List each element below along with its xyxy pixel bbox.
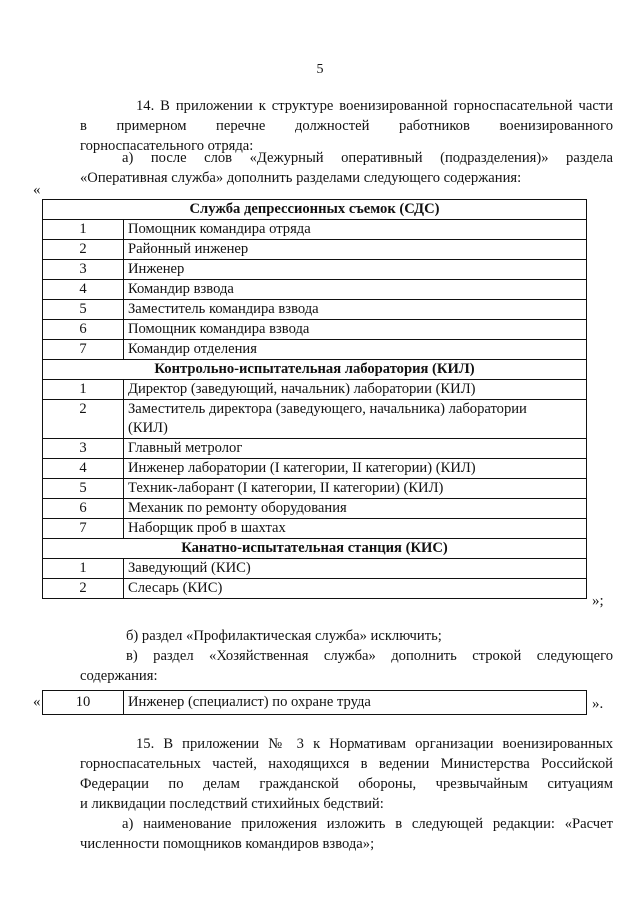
- paragraph-line: б) раздел «Профилактическая служба» исключить;: [126, 628, 442, 644]
- paragraph-14b: [80, 626, 613, 646]
- row-text: Инженер лаборатории (I категории, II категории) (КИЛ): [128, 460, 476, 476]
- table-row: [43, 459, 586, 479]
- row-text: Наборщик проб в шахтах: [128, 520, 286, 536]
- table-row: [43, 320, 586, 340]
- table-row: [43, 240, 586, 260]
- row-text: Директор (заведующий, начальник) лаборатории (КИЛ): [128, 381, 476, 397]
- paragraph-line: численности помощников командиров взвода»;: [80, 836, 375, 852]
- paragraph-14: [80, 96, 613, 156]
- table-row: [43, 559, 586, 579]
- row-text: Заведующий (КИС): [128, 560, 251, 576]
- table-row: [43, 220, 586, 240]
- table-row: [43, 400, 586, 439]
- table-row: [43, 479, 586, 499]
- paragraph-line: 14. В приложении к структуре военизированной горноспасательной части: [136, 98, 613, 114]
- row-text: Инженер (специалист) по охране труда: [128, 694, 371, 710]
- addition-table: [42, 690, 587, 715]
- row-text: Слесарь (КИС): [128, 580, 223, 596]
- table-row: [43, 280, 586, 300]
- paragraph-line: в) раздел «Хозяйственная служба» дополнить строкой следующего: [126, 648, 613, 664]
- row-text-two-line: [124, 400, 586, 438]
- paragraph-line: в примерном перечне должностей работников военизированного: [80, 118, 613, 134]
- positions-table: [42, 199, 587, 599]
- section-title-sds: Служба депрессионных съемок (СДС): [43, 200, 586, 220]
- row-text: Помощник командира отряда: [128, 221, 311, 237]
- row-number: 10: [43, 691, 124, 714]
- row-number: 6: [43, 320, 124, 339]
- row-number: 3: [43, 439, 124, 458]
- row-text: Инженер: [128, 261, 185, 277]
- paragraph-line: горноспасательного отряда:: [80, 138, 254, 154]
- row-text: Техник-лаборант (I категории, II категории) (КИЛ): [128, 480, 444, 496]
- paragraph-line: «Оперативная служба» дополнить разделами следующего содержания:: [80, 170, 522, 186]
- open-quote: «: [33, 182, 41, 198]
- paragraph-15a: [80, 814, 613, 854]
- paragraph-14a: [80, 148, 613, 188]
- row-text: Районный инженер: [128, 241, 249, 257]
- paragraph-line: а) наименование приложения изложить в следующей редакции: «Расчет: [122, 816, 613, 832]
- table-row: [43, 300, 586, 320]
- row-number: 1: [43, 559, 124, 578]
- table-row: [43, 519, 586, 539]
- table-row: [43, 579, 586, 598]
- paragraph-line: Федерации по делам гражданской обороны, чрезвычайным ситуациям: [80, 776, 613, 792]
- row-number: 3: [43, 260, 124, 279]
- table-row: [43, 340, 586, 360]
- page-number: 5: [316, 62, 324, 77]
- close-quote: ».: [592, 696, 604, 712]
- paragraph-line: содержания:: [80, 668, 158, 684]
- paragraph-15: [80, 734, 613, 814]
- row-number: 1: [43, 380, 124, 399]
- paragraph-line: а) после слов «Дежурный оперативный (подразделения)» раздела: [122, 150, 613, 166]
- row-text-continued: (КИЛ): [128, 420, 168, 436]
- paragraph-14v: [80, 646, 613, 686]
- row-text: Помощник командира взвода: [128, 321, 310, 337]
- paragraph-line: и ликвидации последствий стихийных бедствий:: [80, 796, 384, 812]
- table-row: [43, 499, 586, 519]
- row-number: 5: [43, 479, 124, 498]
- row-text: Заместитель командира взвода: [128, 301, 319, 317]
- section-title-kis: Канатно-испытательная станция (КИС): [43, 539, 586, 559]
- table-row: [43, 260, 586, 280]
- row-number: 2: [43, 240, 124, 259]
- row-number: 4: [43, 280, 124, 299]
- row-text: Заместитель директора (заведующего, начальника) лаборатории: [128, 401, 527, 417]
- paragraph-line: 15. В приложении № 3 к Нормативам организации военизированных: [136, 736, 613, 752]
- table-row: [43, 439, 586, 459]
- table-row: [43, 380, 586, 400]
- close-quote: »;: [592, 593, 604, 609]
- row-text: Командир отделения: [128, 341, 257, 357]
- row-number: 4: [43, 459, 124, 478]
- row-number: 5: [43, 300, 124, 319]
- row-number: 6: [43, 499, 124, 518]
- open-quote: «: [33, 694, 41, 710]
- row-number: 2: [43, 579, 124, 598]
- row-number: 1: [43, 220, 124, 239]
- row-text: Командир взвода: [128, 281, 234, 297]
- row-text: Главный метролог: [128, 440, 243, 456]
- section-title-kil: Контрольно-испытательная лаборатория (КИЛ): [43, 360, 586, 380]
- paragraph-line: горноспасательных частей, находящихся в ведении Министерства Российской: [80, 756, 613, 772]
- row-number: 2: [43, 400, 124, 438]
- row-number: 7: [43, 519, 124, 538]
- row-number: 7: [43, 340, 124, 359]
- row-text: Механик по ремонту оборудования: [128, 500, 347, 516]
